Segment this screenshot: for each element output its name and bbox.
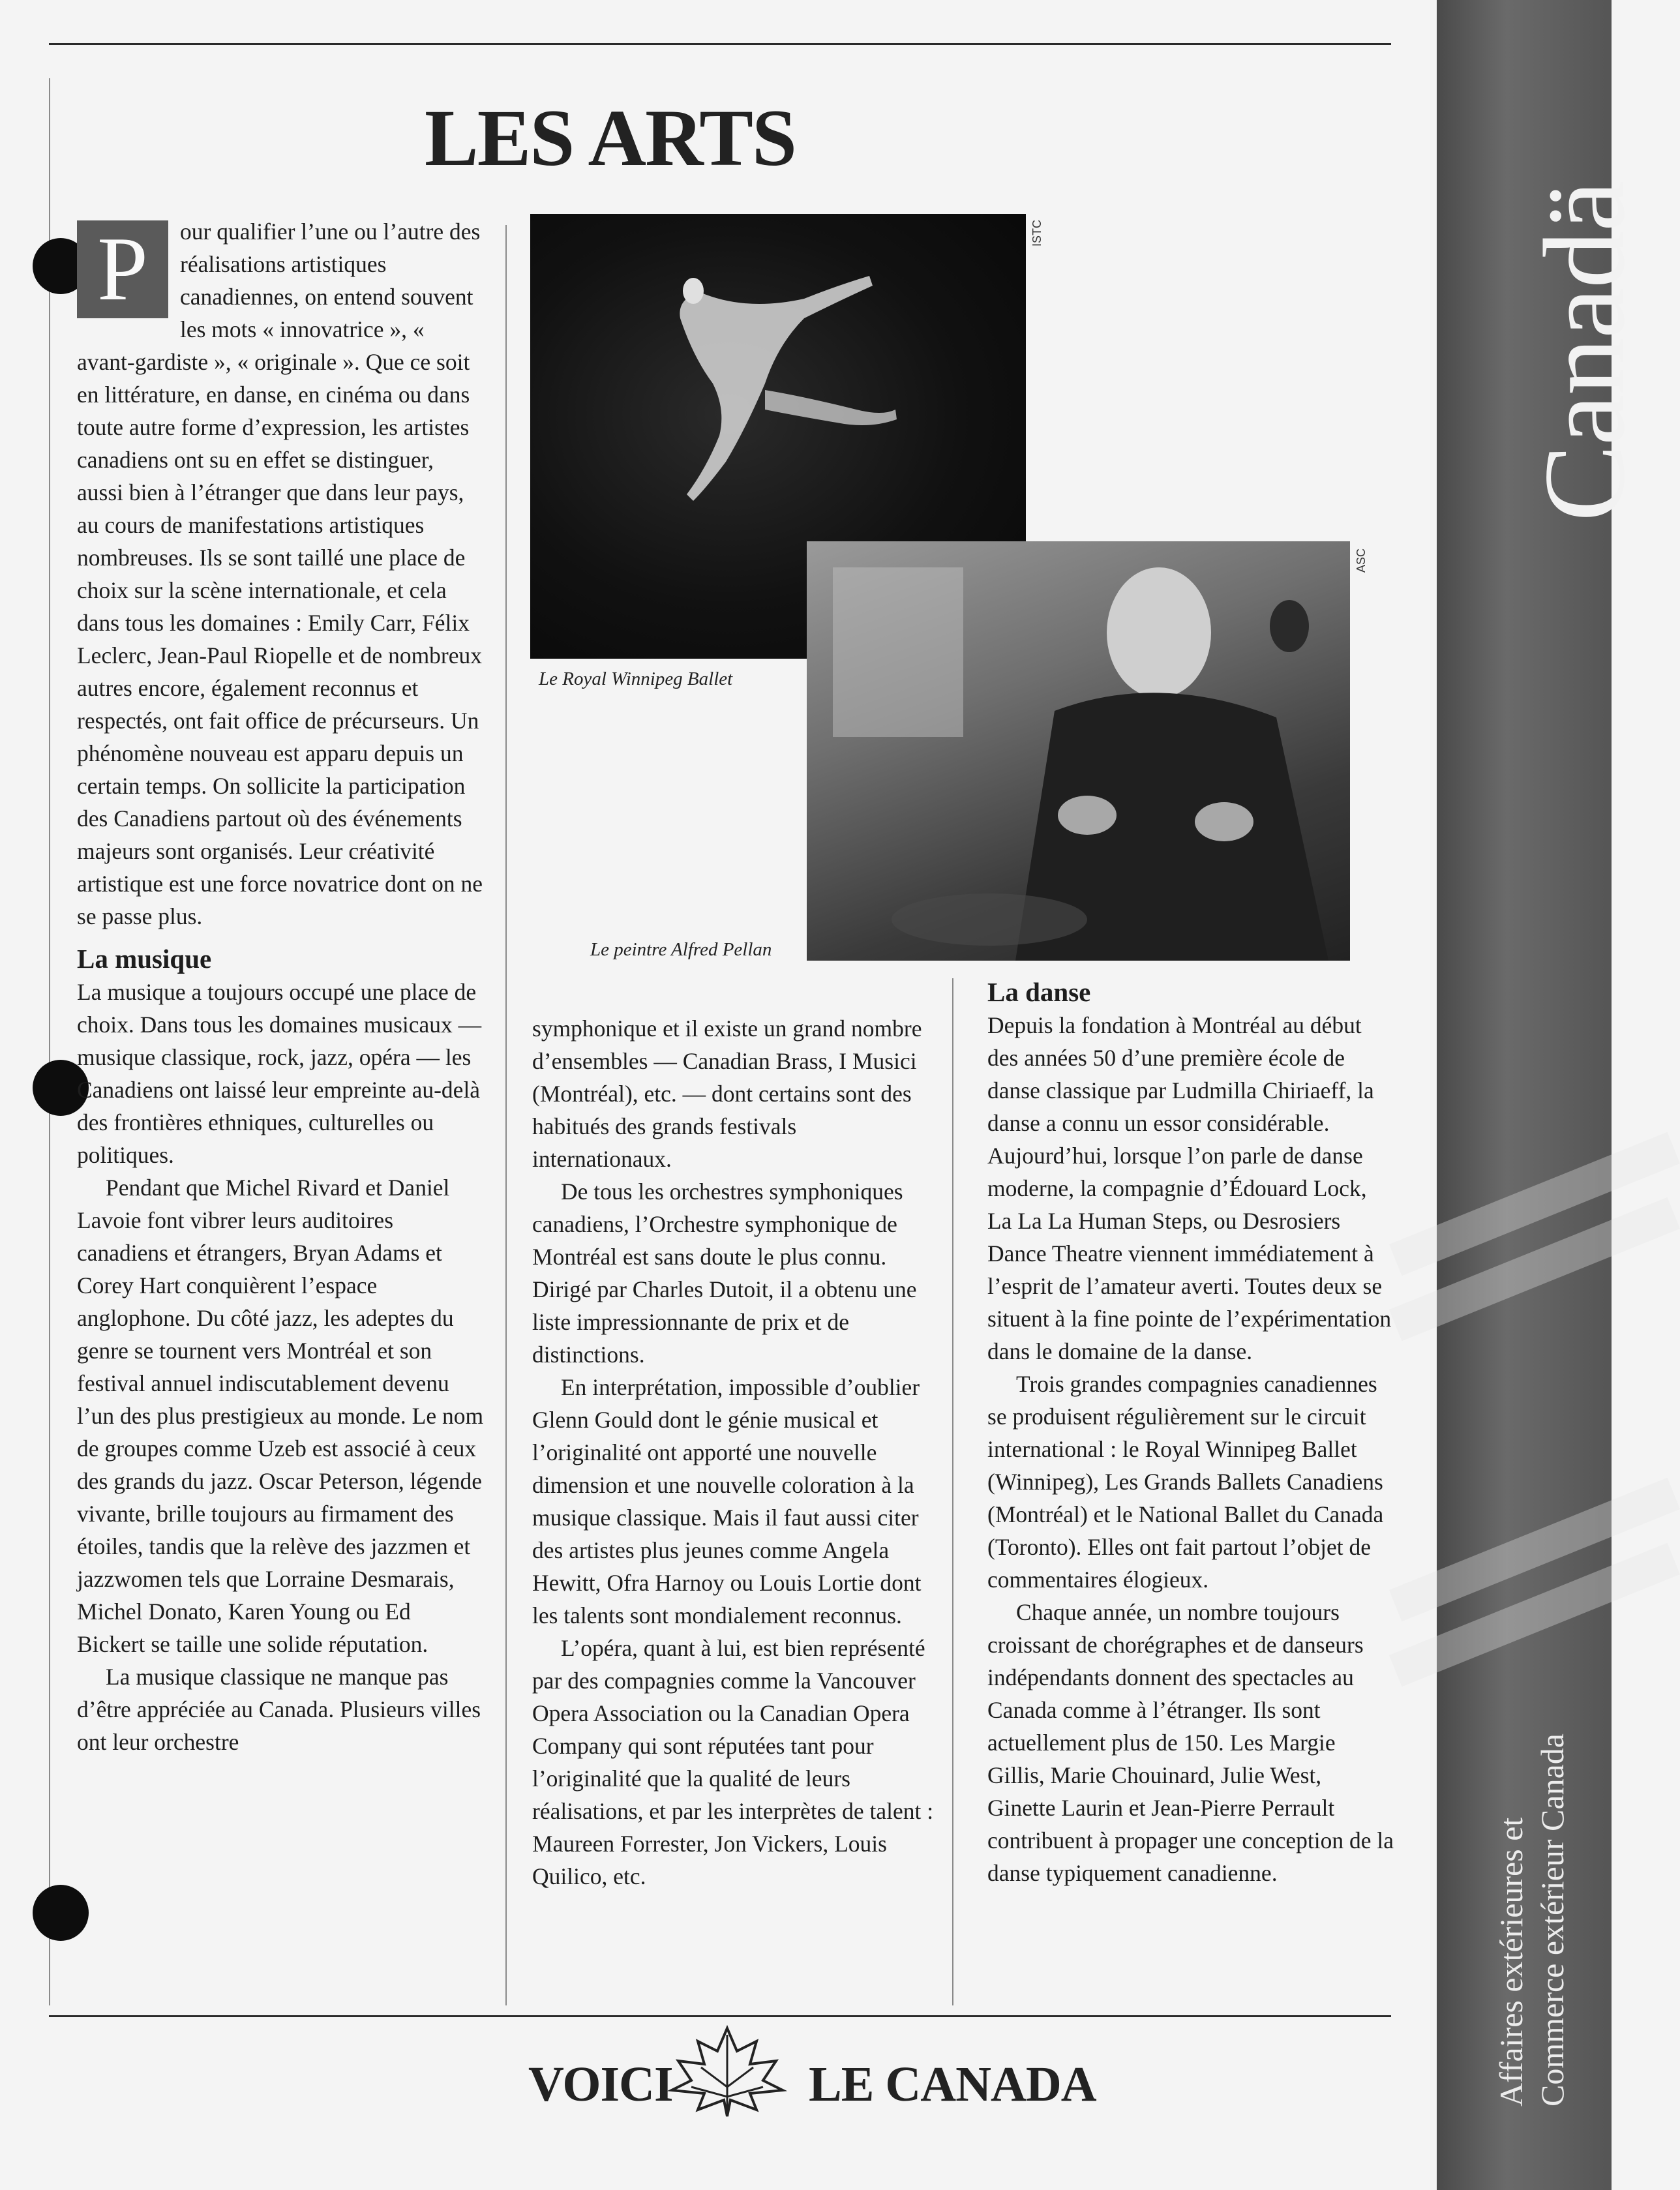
danse-paragraph-2: Trois grandes compagnies canadiennes se produisent régulièrement sur le circuit international : le Royal Winnipeg Ballet (Winnipeg), Les Grands Ballets Canadiens (Montréal) et le National Ballet du Canada (Toronto). Elles ont fait partout l’objet de commentaires élogieux. xyxy=(987,1371,1384,1593)
photo-credit-ballet: ISTC xyxy=(1030,219,1043,247)
middle-column xyxy=(532,1012,937,1893)
middle-paragraph-4: L’opéra, quant à lui, est bien représenté par des compagnies comme la Vancouver Opera Association ou la Canadian Opera Company qui sont réputées tant pour l’originalité que la qualité de leurs réalisations, et par les interprètes de talent : Maureen Forrester, Jon Vickers, Louis Quilico, etc. xyxy=(532,1635,934,1889)
top-rule xyxy=(49,43,1391,45)
punch-hole xyxy=(33,1885,89,1941)
intro-paragraph: our qualifier l’une ou l’autre des réalisations artistiques canadiennes, on entend souvent les mots « innovatrice », « avant-gardiste », « originale ». Que ce soit en littérature, en danse, en cinéma ou dans toute autre forme d’expression, les artistes canadiens ont su en effet se distinguer, aussi bien à l’étranger que dans leur pays, au cours de manifestations artistiques nombreuses. Ils se sont taillé une place de choix sur la scène internationale, et cela dans tous les domaines : Emily Carr, Félix Leclerc, Jean-Paul Riopelle et de nombreux autres encore, également reconnus et respectés, ont fait office de précurseurs. Un phénomène nouveau est apparu depuis un certain temps. On sollicite la participation des Canadiens partout où des événements majeurs sont organisés. Leur créativité artistique est une force novatrice dont on ne se passe plus. xyxy=(77,218,483,929)
musique-paragraph-2: Pendant que Michel Rivard et Daniel Lavoie font vibrer leurs auditoires canadiens et étrangers, Bryan Adams et Corey Hart conquièrent l’espace anglophone. Du côté jazz, les adeptes du genre se tournent vers Montréal et son festival annuel indiscutablement devenu l’un des plus prestigieux au monde. Le nom de groupes comme Uzeb est associé à ceux des grands du jazz. Oscar Peterson, légende vivante, brille toujours au firmament des étoiles, tandis que la relève des jazzmen et jazzwomen tels que Lorraine Desmarais, Michel Donato, Karen Young ou Ed Bickert se taille une solide réputation. xyxy=(77,1175,484,1657)
musique-paragraph-1: La musique a toujours occupé une place de choix. Dans tous les domaines musicaux — musique classique, rock, jazz, opéra — les Canadiens ont laissé leur empreinte au-delà des frontières ethniques, culturelles ou politiques. xyxy=(77,979,482,1168)
sidebar-line-2: Commerce extérieur Canada xyxy=(1534,1733,1570,2107)
caption-painter: Le peintre Alfred Pellan xyxy=(590,939,772,960)
page-title: LES ARTS xyxy=(425,93,796,183)
left-rule xyxy=(49,78,50,2005)
drop-cap: P xyxy=(77,220,168,318)
musique-paragraph-3: La musique classique ne manque pas d’être appréciée au Canada. Plusieurs villes ont leur orchestre xyxy=(77,1664,481,1755)
danse-paragraph-1: Depuis la fondation à Montréal au début des années 50 d’une première école de danse classique par Ludmilla Chiriaeff, la danse a connu un essor considérable. Aujourd’hui, lorsque l’on parle de danse moderne, la compagnie d’Édouard Lock, La La La Human Steps, ou Desrosiers Dance Theatre viennent immédiatement à l’esprit de l’amateur averti. Toutes deux se situent à la fine pointe de l’expérimentation dans le domaine de la danse. xyxy=(987,1012,1392,1364)
footer-voici: VOICI xyxy=(528,2057,673,2112)
middle-paragraph-2: De tous les orchestres symphoniques canadiens, l’Orchestre symphonique de Montréal est sans doute le plus connu. Dirigé par Charles Dutoit, il a obtenu une liste impressionnante de prix et de distinctions. xyxy=(532,1178,917,1368)
caption-ballet: Le Royal Winnipeg Ballet xyxy=(539,668,733,689)
column-rule-2 xyxy=(952,978,953,2005)
bottom-rule xyxy=(49,2015,1391,2017)
danse-paragraph-3: Chaque année, un nombre toujours croissant de chorégraphes et de danseurs indépendants donnent des spectacles au Canada comme à l’étranger. Ils sont actuellement plus de 150. Les Margie Gillis, Marie Chouinard, Julie West, Ginette Laurin et Jean-Pierre Perrault contribuent à propager une conception de la danse typiquement canadienne. xyxy=(987,1599,1394,1886)
left-column xyxy=(77,215,485,1758)
column-rule-1 xyxy=(505,225,507,2005)
photo-credit-painter: ASC xyxy=(1355,548,1368,573)
section-heading-musique: La musique xyxy=(77,944,212,974)
sidebar-line-1: Affaires extérieures et xyxy=(1493,1817,1529,2107)
maple-leaf-icon xyxy=(652,2022,802,2120)
footer-le-canada: LE CANADA xyxy=(809,2057,1096,2112)
right-column xyxy=(987,975,1395,1889)
section-heading-danse: La danse xyxy=(987,977,1091,1007)
canada-wordmark: Canadä xyxy=(1520,181,1649,522)
middle-paragraph-1: symphonique et il existe un grand nombre d’ensembles — Canadian Brass, I Musici (Montréal), etc. — dont certains sont des habitués des grands festivals internationaux. xyxy=(532,1015,922,1172)
painter-figure-icon xyxy=(807,541,1350,961)
photo-alfred-pellan xyxy=(807,541,1350,961)
middle-paragraph-3: En interprétation, impossible d’oublier Glenn Gould dont le génie musical et l’originalité ont apporté une nouvelle dimension et une nouvelle coloration à la musique classique. Mais il faut aussi citer des artistes plus jeunes comme Angela Hewitt, Ofra Harnoy ou Louis Lortie dont les talents sont mondialement reconnus. xyxy=(532,1374,922,1628)
